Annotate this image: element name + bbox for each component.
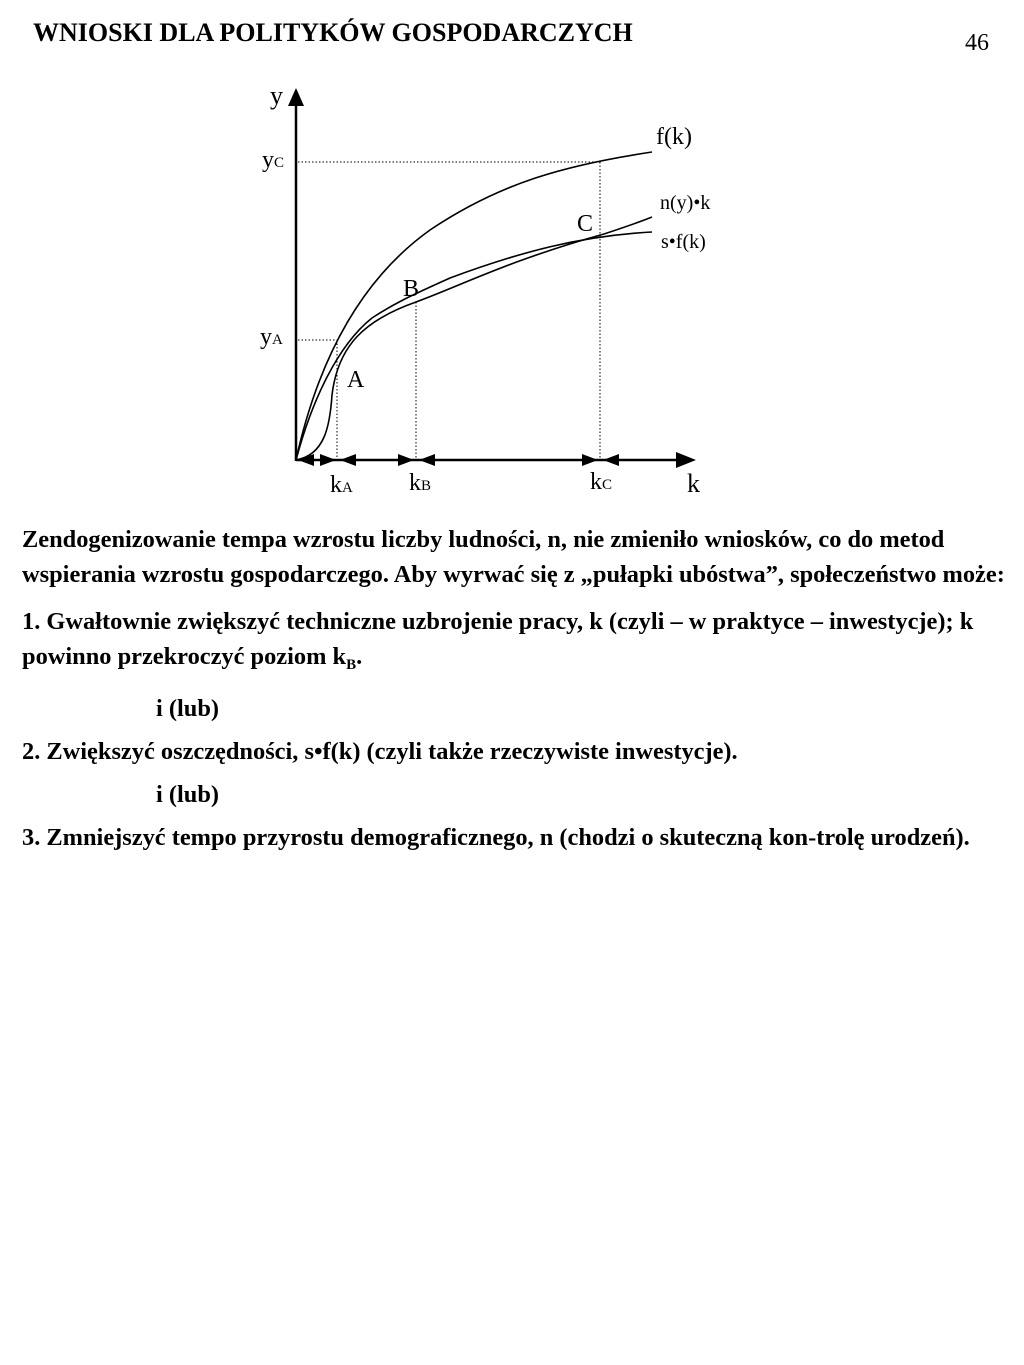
intro-paragraph: Zendogenizowanie tempa wzrostu liczby ludności, n, nie zmieniło wniosków, co do metod wspierania wzrostu gospodarczego. Aby wyrwać się z „pułapki ubóstwa”, społeczeństwo może:	[22, 526, 1005, 588]
arrow-kb-left	[340, 454, 356, 466]
list-item-1	[22, 604, 1012, 683]
kc-tick-label: kC	[590, 469, 613, 495]
or-separator-1: i (lub)	[156, 695, 220, 722]
arrow-beyond-kc	[603, 454, 619, 466]
arrow-kc-right	[582, 454, 598, 466]
savings-curve-label: s•f(k)	[661, 231, 706, 253]
production-curve	[296, 152, 652, 460]
arrow-kc-left	[419, 454, 435, 466]
list-item-1-subscript: B	[346, 657, 357, 673]
requirement-curve	[296, 217, 652, 460]
or-separator-2: i (lub)	[156, 781, 220, 808]
arrow-ka-right	[320, 454, 336, 466]
y-axis-label: y	[270, 81, 283, 110]
x-axis-label: k	[687, 469, 700, 498]
list-item-2: 2. Zwiększyć oszczędności, s•f(k) (czyli także rzeczywiste inwestycje).	[22, 738, 738, 765]
page-title: WNIOSKI DLA POLITYKÓW GOSPODARCZYCH	[33, 18, 633, 47]
kb-tick-label: kB	[409, 470, 432, 496]
y-axis-arrowhead	[288, 88, 304, 106]
ka-tick-label: kA	[330, 472, 353, 498]
point-a-label: A	[347, 367, 365, 393]
x-axis-arrowhead	[676, 452, 696, 468]
arrow-kb-right	[398, 454, 414, 466]
point-c-label: C	[577, 211, 594, 237]
yc-tick-label: yC	[262, 147, 285, 173]
page-number: 46	[965, 30, 989, 56]
arrow-ka-left	[298, 454, 314, 466]
poverty-trap-diagram	[0, 0, 1024, 510]
ya-tick-label: yA	[260, 324, 283, 350]
point-b-label: B	[403, 276, 420, 302]
requirement-curve-label: n(y)•k	[660, 192, 711, 214]
list-item-1-end: .	[356, 643, 363, 670]
conclusions-text	[22, 522, 1012, 863]
production-curve-label: f(k)	[656, 124, 692, 150]
list-item-3: 3. Zmniejszyć tempo przyrostu demograficznego, n (chodzi o skuteczną kon-trolę urodzeń).	[22, 824, 970, 851]
list-item-1-text: 1. Gwałtownie zwiększyć techniczne uzbrojenie pracy, k (czyli – w praktyce – inwestycje); k powinno przekroczyć poziom k	[22, 608, 974, 670]
